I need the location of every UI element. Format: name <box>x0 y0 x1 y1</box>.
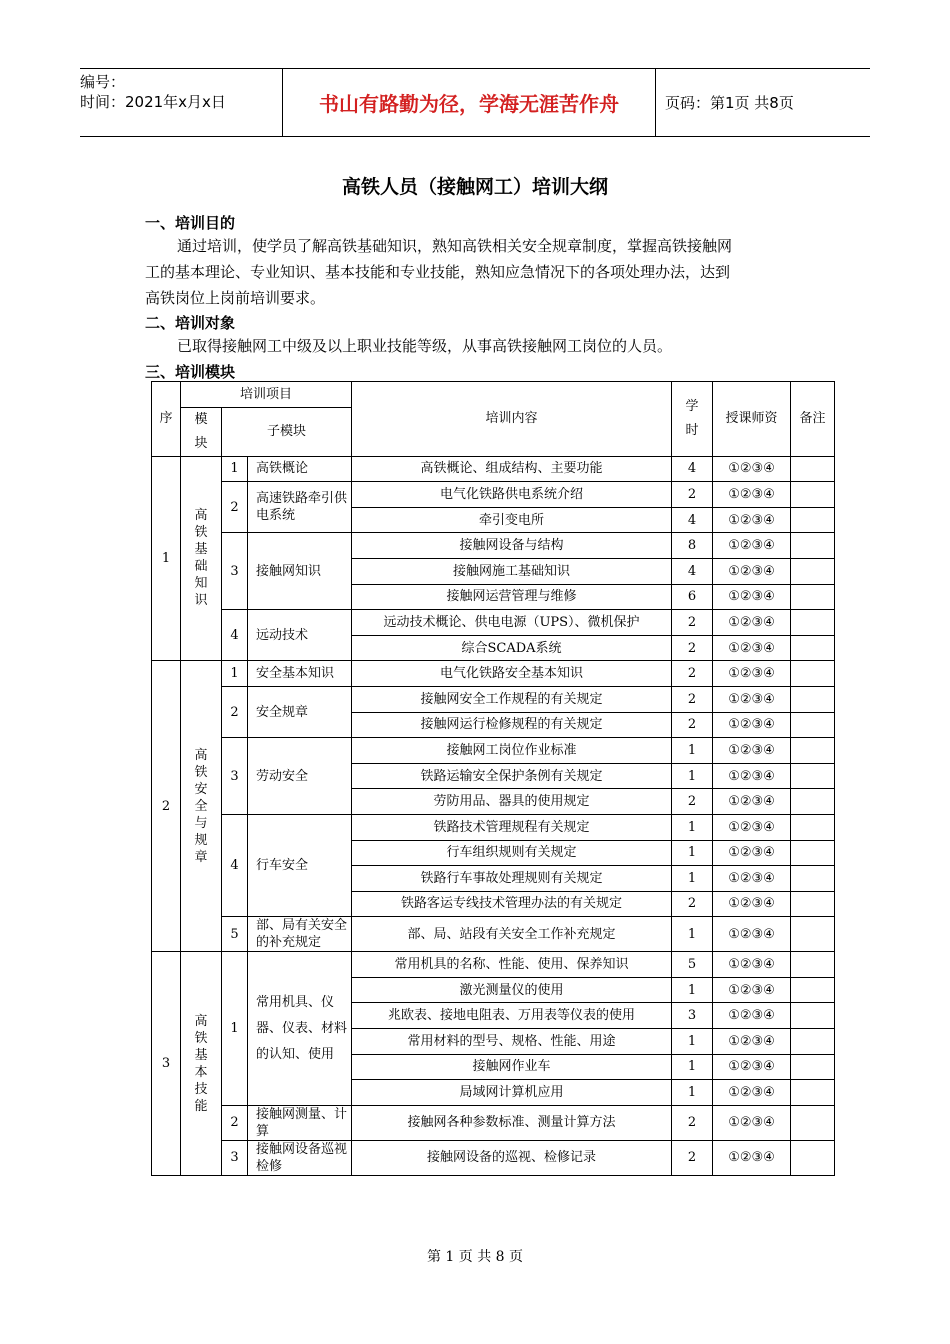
teacher-cell: ①②③④ <box>713 507 791 533</box>
hours-cell: 1 <box>672 738 713 764</box>
sub-num: 5 <box>222 917 248 952</box>
hours-cell: 2 <box>672 686 713 712</box>
sub-name: 高铁概论 <box>248 456 352 482</box>
note-cell <box>791 558 835 584</box>
group-seq: 2 <box>152 661 181 952</box>
hours-cell: 5 <box>672 952 713 978</box>
note-cell <box>791 840 835 866</box>
teacher-cell: ①②③④ <box>713 1140 791 1175</box>
teacher-cell: ①②③④ <box>713 635 791 661</box>
note-cell <box>791 456 835 482</box>
header-note: 备注 <box>791 382 835 457</box>
hours-cell: 1 <box>672 814 713 840</box>
teacher-cell: ①②③④ <box>713 814 791 840</box>
content-cell: 牵引变电所 <box>352 507 672 533</box>
group-module <box>181 952 222 1176</box>
header-module-label: 模块 <box>194 411 208 451</box>
teacher-cell: ①②③④ <box>713 917 791 952</box>
teacher-cell: ①②③④ <box>713 1054 791 1080</box>
sub-name: 部、局有关安全的补充规定 <box>248 917 352 952</box>
hours-cell: 2 <box>672 891 713 917</box>
hours-cell: 1 <box>672 1029 713 1055</box>
note-cell <box>791 952 835 978</box>
note-cell <box>791 686 835 712</box>
teacher-cell: ①②③④ <box>713 977 791 1003</box>
content-cell: 铁路行车事故处理规则有关规定 <box>352 866 672 892</box>
content-cell: 远动技术概论、供电电源（UPS）、微机保护 <box>352 610 672 636</box>
training-module-table <box>151 381 835 1176</box>
note-cell <box>791 738 835 764</box>
hours-cell: 4 <box>672 507 713 533</box>
section-heading-audience: 二、培训对象 <box>145 314 236 332</box>
hours-cell: 2 <box>672 610 713 636</box>
teacher-cell: ①②③④ <box>713 891 791 917</box>
content-cell: 电气化铁路安全基本知识 <box>352 661 672 687</box>
teacher-cell: ①②③④ <box>713 610 791 636</box>
hours-cell: 2 <box>672 1140 713 1175</box>
group-module-label: 高铁安全与规章 <box>194 747 208 865</box>
hours-cell: 2 <box>672 712 713 738</box>
note-cell <box>791 866 835 892</box>
teacher-cell: ①②③④ <box>713 661 791 687</box>
teacher-cell: ①②③④ <box>713 584 791 610</box>
header-module <box>181 407 222 456</box>
hours-cell: 2 <box>672 789 713 815</box>
note-cell <box>791 1080 835 1106</box>
teacher-cell: ①②③④ <box>713 686 791 712</box>
content-cell: 接触网作业车 <box>352 1054 672 1080</box>
note-cell <box>791 1054 835 1080</box>
hours-cell: 2 <box>672 1105 713 1140</box>
sub-name: 常用机具、仪器、仪表、材料的认知、使用 <box>248 952 352 1106</box>
sub-num: 3 <box>222 1140 248 1175</box>
content-cell: 接触网各种参数标准、测量计算方法 <box>352 1105 672 1140</box>
hours-cell: 4 <box>672 456 713 482</box>
header-content: 培训内容 <box>352 382 672 457</box>
content-cell: 激光测量仪的使用 <box>352 977 672 1003</box>
teacher-cell: ①②③④ <box>713 712 791 738</box>
page-footer: 第 1 页 共 8 页 <box>426 1249 524 1265</box>
note-cell <box>791 533 835 559</box>
hours-cell: 8 <box>672 533 713 559</box>
header-hours-label: 学时 <box>685 398 699 438</box>
section-heading-purpose: 一、培训目的 <box>145 214 236 232</box>
group-module <box>181 456 222 661</box>
teacher-cell: ①②③④ <box>713 1003 791 1029</box>
teacher-cell: ①②③④ <box>713 1080 791 1106</box>
header-seq: 序 <box>152 382 181 457</box>
note-cell <box>791 507 835 533</box>
doc-number-label: 编号： <box>80 73 126 91</box>
hours-cell: 4 <box>672 558 713 584</box>
note-cell <box>791 712 835 738</box>
content-cell: 常用机具的名称、性能、使用、保养知识 <box>352 952 672 978</box>
note-cell <box>791 1105 835 1140</box>
section-audience-text: 已取得接触网工中级及以上职业技能等级，从事高铁接触网工岗位的人员。 <box>177 337 673 355</box>
page-header <box>80 68 870 137</box>
group-module-label: 高铁基本技能 <box>194 1013 208 1114</box>
hours-cell: 1 <box>672 977 713 1003</box>
content-cell: 接触网施工基础知识 <box>352 558 672 584</box>
content-cell: 兆欧表、接地电阻表、万用表等仪表的使用 <box>352 1003 672 1029</box>
content-cell: 接触网运营管理与维修 <box>352 584 672 610</box>
content-cell: 接触网工岗位作业标准 <box>352 738 672 764</box>
header-motto: 书山有路勤为径，学海无涯苦作舟 <box>282 69 656 136</box>
header-page-info: 页码：第1页 共8页 <box>665 94 794 112</box>
group-seq: 3 <box>152 952 181 1176</box>
teacher-cell: ①②③④ <box>713 456 791 482</box>
teacher-cell: ①②③④ <box>713 952 791 978</box>
sub-num: 2 <box>222 1105 248 1140</box>
sub-name: 安全基本知识 <box>248 661 352 687</box>
teacher-cell: ①②③④ <box>713 1029 791 1055</box>
sub-name: 接触网测量、计算 <box>248 1105 352 1140</box>
hours-cell: 3 <box>672 1003 713 1029</box>
note-cell <box>791 635 835 661</box>
content-cell: 铁路技术管理规程有关规定 <box>352 814 672 840</box>
note-cell <box>791 1003 835 1029</box>
note-cell <box>791 610 835 636</box>
content-cell: 局域网计算机应用 <box>352 1080 672 1106</box>
hours-cell: 2 <box>672 635 713 661</box>
hours-cell: 1 <box>672 1054 713 1080</box>
note-cell <box>791 482 835 508</box>
doc-date: 时间：2021年x月x日 <box>80 93 226 111</box>
sub-name: 接触网设备巡视检修 <box>248 1140 352 1175</box>
note-cell <box>791 584 835 610</box>
note-cell <box>791 789 835 815</box>
content-cell: 铁路客运专线技术管理办法的有关规定 <box>352 891 672 917</box>
group-module <box>181 661 222 952</box>
section-heading-modules: 三、培训模块 <box>145 363 236 381</box>
hours-cell: 2 <box>672 482 713 508</box>
sub-num: 4 <box>222 814 248 916</box>
sub-name: 劳动安全 <box>248 738 352 815</box>
hours-cell: 6 <box>672 584 713 610</box>
sub-name: 高速铁路牵引供电系统 <box>248 482 352 533</box>
sub-name: 安全规章 <box>248 686 352 737</box>
content-cell: 劳防用品、器具的使用规定 <box>352 789 672 815</box>
header-meta <box>80 69 280 139</box>
content-cell: 接触网安全工作规程的有关规定 <box>352 686 672 712</box>
hours-cell: 1 <box>672 1080 713 1106</box>
content-cell: 行车组织规则有关规定 <box>352 840 672 866</box>
teacher-cell: ①②③④ <box>713 738 791 764</box>
note-cell <box>791 814 835 840</box>
sub-num: 2 <box>222 482 248 533</box>
content-cell: 铁路运输安全保护条例有关规定 <box>352 763 672 789</box>
content-cell: 综合SCADA系统 <box>352 635 672 661</box>
note-cell <box>791 891 835 917</box>
content-cell: 常用材料的型号、规格、性能、用途 <box>352 1029 672 1055</box>
content-cell: 部、局、站段有关安全工作补充规定 <box>352 917 672 952</box>
hours-cell: 2 <box>672 661 713 687</box>
sub-name: 远动技术 <box>248 610 352 661</box>
purpose-line-1: 通过培训，使学员了解高铁基础知识，熟知高铁相关安全规章制度，掌握高铁接触网 <box>177 237 733 255</box>
note-cell <box>791 977 835 1003</box>
teacher-cell: ①②③④ <box>713 533 791 559</box>
note-cell <box>791 917 835 952</box>
teacher-cell: ①②③④ <box>713 1105 791 1140</box>
sub-name: 接触网知识 <box>248 533 352 610</box>
sub-num: 3 <box>222 738 248 815</box>
teacher-cell: ①②③④ <box>713 558 791 584</box>
content-cell: 电气化铁路供电系统介绍 <box>352 482 672 508</box>
group-seq: 1 <box>152 456 181 661</box>
header-submodule: 子模块 <box>222 407 352 456</box>
content-cell: 接触网设备的巡视、检修记录 <box>352 1140 672 1175</box>
teacher-cell: ①②③④ <box>713 789 791 815</box>
hours-cell: 1 <box>672 763 713 789</box>
teacher-cell: ①②③④ <box>713 840 791 866</box>
header-teacher: 授课师资 <box>713 382 791 457</box>
sub-num: 1 <box>222 661 248 687</box>
note-cell <box>791 1140 835 1175</box>
content-cell: 接触网运行检修规程的有关规定 <box>352 712 672 738</box>
sub-num: 2 <box>222 686 248 737</box>
group-module-label: 高铁基础知识 <box>194 508 208 609</box>
note-cell <box>791 1029 835 1055</box>
sub-num: 1 <box>222 456 248 482</box>
hours-cell: 1 <box>672 866 713 892</box>
sub-num: 1 <box>222 952 248 1106</box>
section-purpose-text <box>145 233 815 311</box>
header-hours <box>672 382 713 457</box>
sub-num: 4 <box>222 610 248 661</box>
content-cell: 接触网设备与结构 <box>352 533 672 559</box>
purpose-line-2: 工的基本理论、专业知识、基本技能和专业技能，熟知应急情况下的各项处理办法，达到 <box>145 263 731 281</box>
hours-cell: 1 <box>672 840 713 866</box>
hours-cell: 1 <box>672 917 713 952</box>
teacher-cell: ①②③④ <box>713 763 791 789</box>
sub-num: 3 <box>222 533 248 610</box>
purpose-line-3: 高铁岗位上岗前培训要求。 <box>145 289 326 307</box>
header-project: 培训项目 <box>181 382 352 408</box>
document-title: 高铁人员（接触网工）培训大纲 <box>341 176 608 198</box>
note-cell <box>791 661 835 687</box>
teacher-cell: ①②③④ <box>713 482 791 508</box>
sub-name: 行车安全 <box>248 814 352 916</box>
teacher-cell: ①②③④ <box>713 866 791 892</box>
note-cell <box>791 763 835 789</box>
content-cell: 高铁概论、组成结构、主要功能 <box>352 456 672 482</box>
